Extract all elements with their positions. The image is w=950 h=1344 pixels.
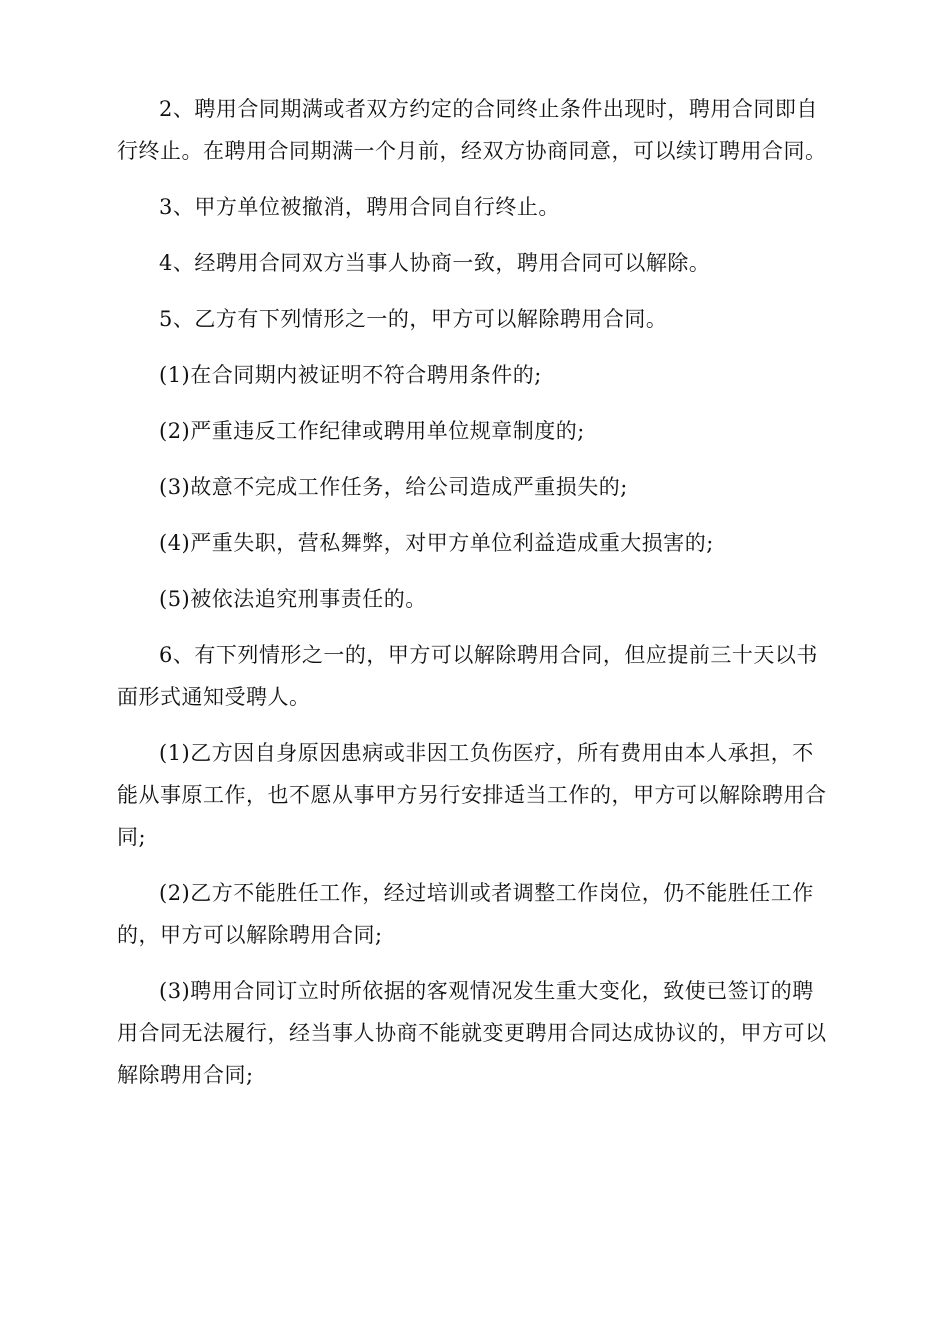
paragraph-clause-6-item-3: (3)聘用合同订立时所依据的客观情况发生重大变化，致使已签订的聘用合同无法履行，经当事人协商不能就变更聘用合同达成协议的，甲方可以解除聘用合同; <box>117 979 827 1087</box>
paragraph-clause-5: 5、乙方有下列情形之一的，甲方可以解除聘用合同。 <box>159 307 668 331</box>
paragraph-clause-5-item-2: (2)严重违反工作纪律或聘用单位规章制度的; <box>159 419 585 443</box>
paragraph-clause-4: 4、经聘用合同双方当事人协商一致，聘用合同可以解除。 <box>159 251 711 275</box>
paragraph-clause-6-item-1: (1)乙方因自身原因患病或非因工负伤医疗，所有费用由本人承担，不能从事原工作，也不愿从事甲方另行安排适当工作的，甲方可以解除聘用合同; <box>117 741 827 849</box>
paragraph-clause-3: 3、甲方单位被撤消，聘用合同自行终止。 <box>159 195 560 219</box>
paragraph-clause-5-item-3: (3)故意不完成工作任务，给公司造成严重损失的; <box>159 475 628 499</box>
paragraph-clause-5-item-5: (5)被依法追究刑事责任的。 <box>159 587 427 611</box>
paragraph-clause-6-item-2: (2)乙方不能胜任工作，经过培训或者调整工作岗位，仍不能胜任工作的，甲方可以解除聘用合同; <box>117 881 814 947</box>
paragraph-clause-5-item-1: (1)在合同期内被证明不符合聘用条件的; <box>159 363 542 387</box>
document-body <box>117 88 833 1110</box>
paragraph-clause-5-item-4: (4)严重失职，营私舞弊，对甲方单位利益造成重大损害的; <box>159 531 714 555</box>
paragraph-clause-6: 6、有下列情形之一的，甲方可以解除聘用合同，但应提前三十天以书面形式通知受聘人。 <box>117 643 818 709</box>
paragraph-clause-2: 2、聘用合同期满或者双方约定的合同终止条件出现时，聘用合同即自行终止。在聘用合同期满一个月前，经双方协商同意，可以续订聘用合同。 <box>117 97 827 163</box>
